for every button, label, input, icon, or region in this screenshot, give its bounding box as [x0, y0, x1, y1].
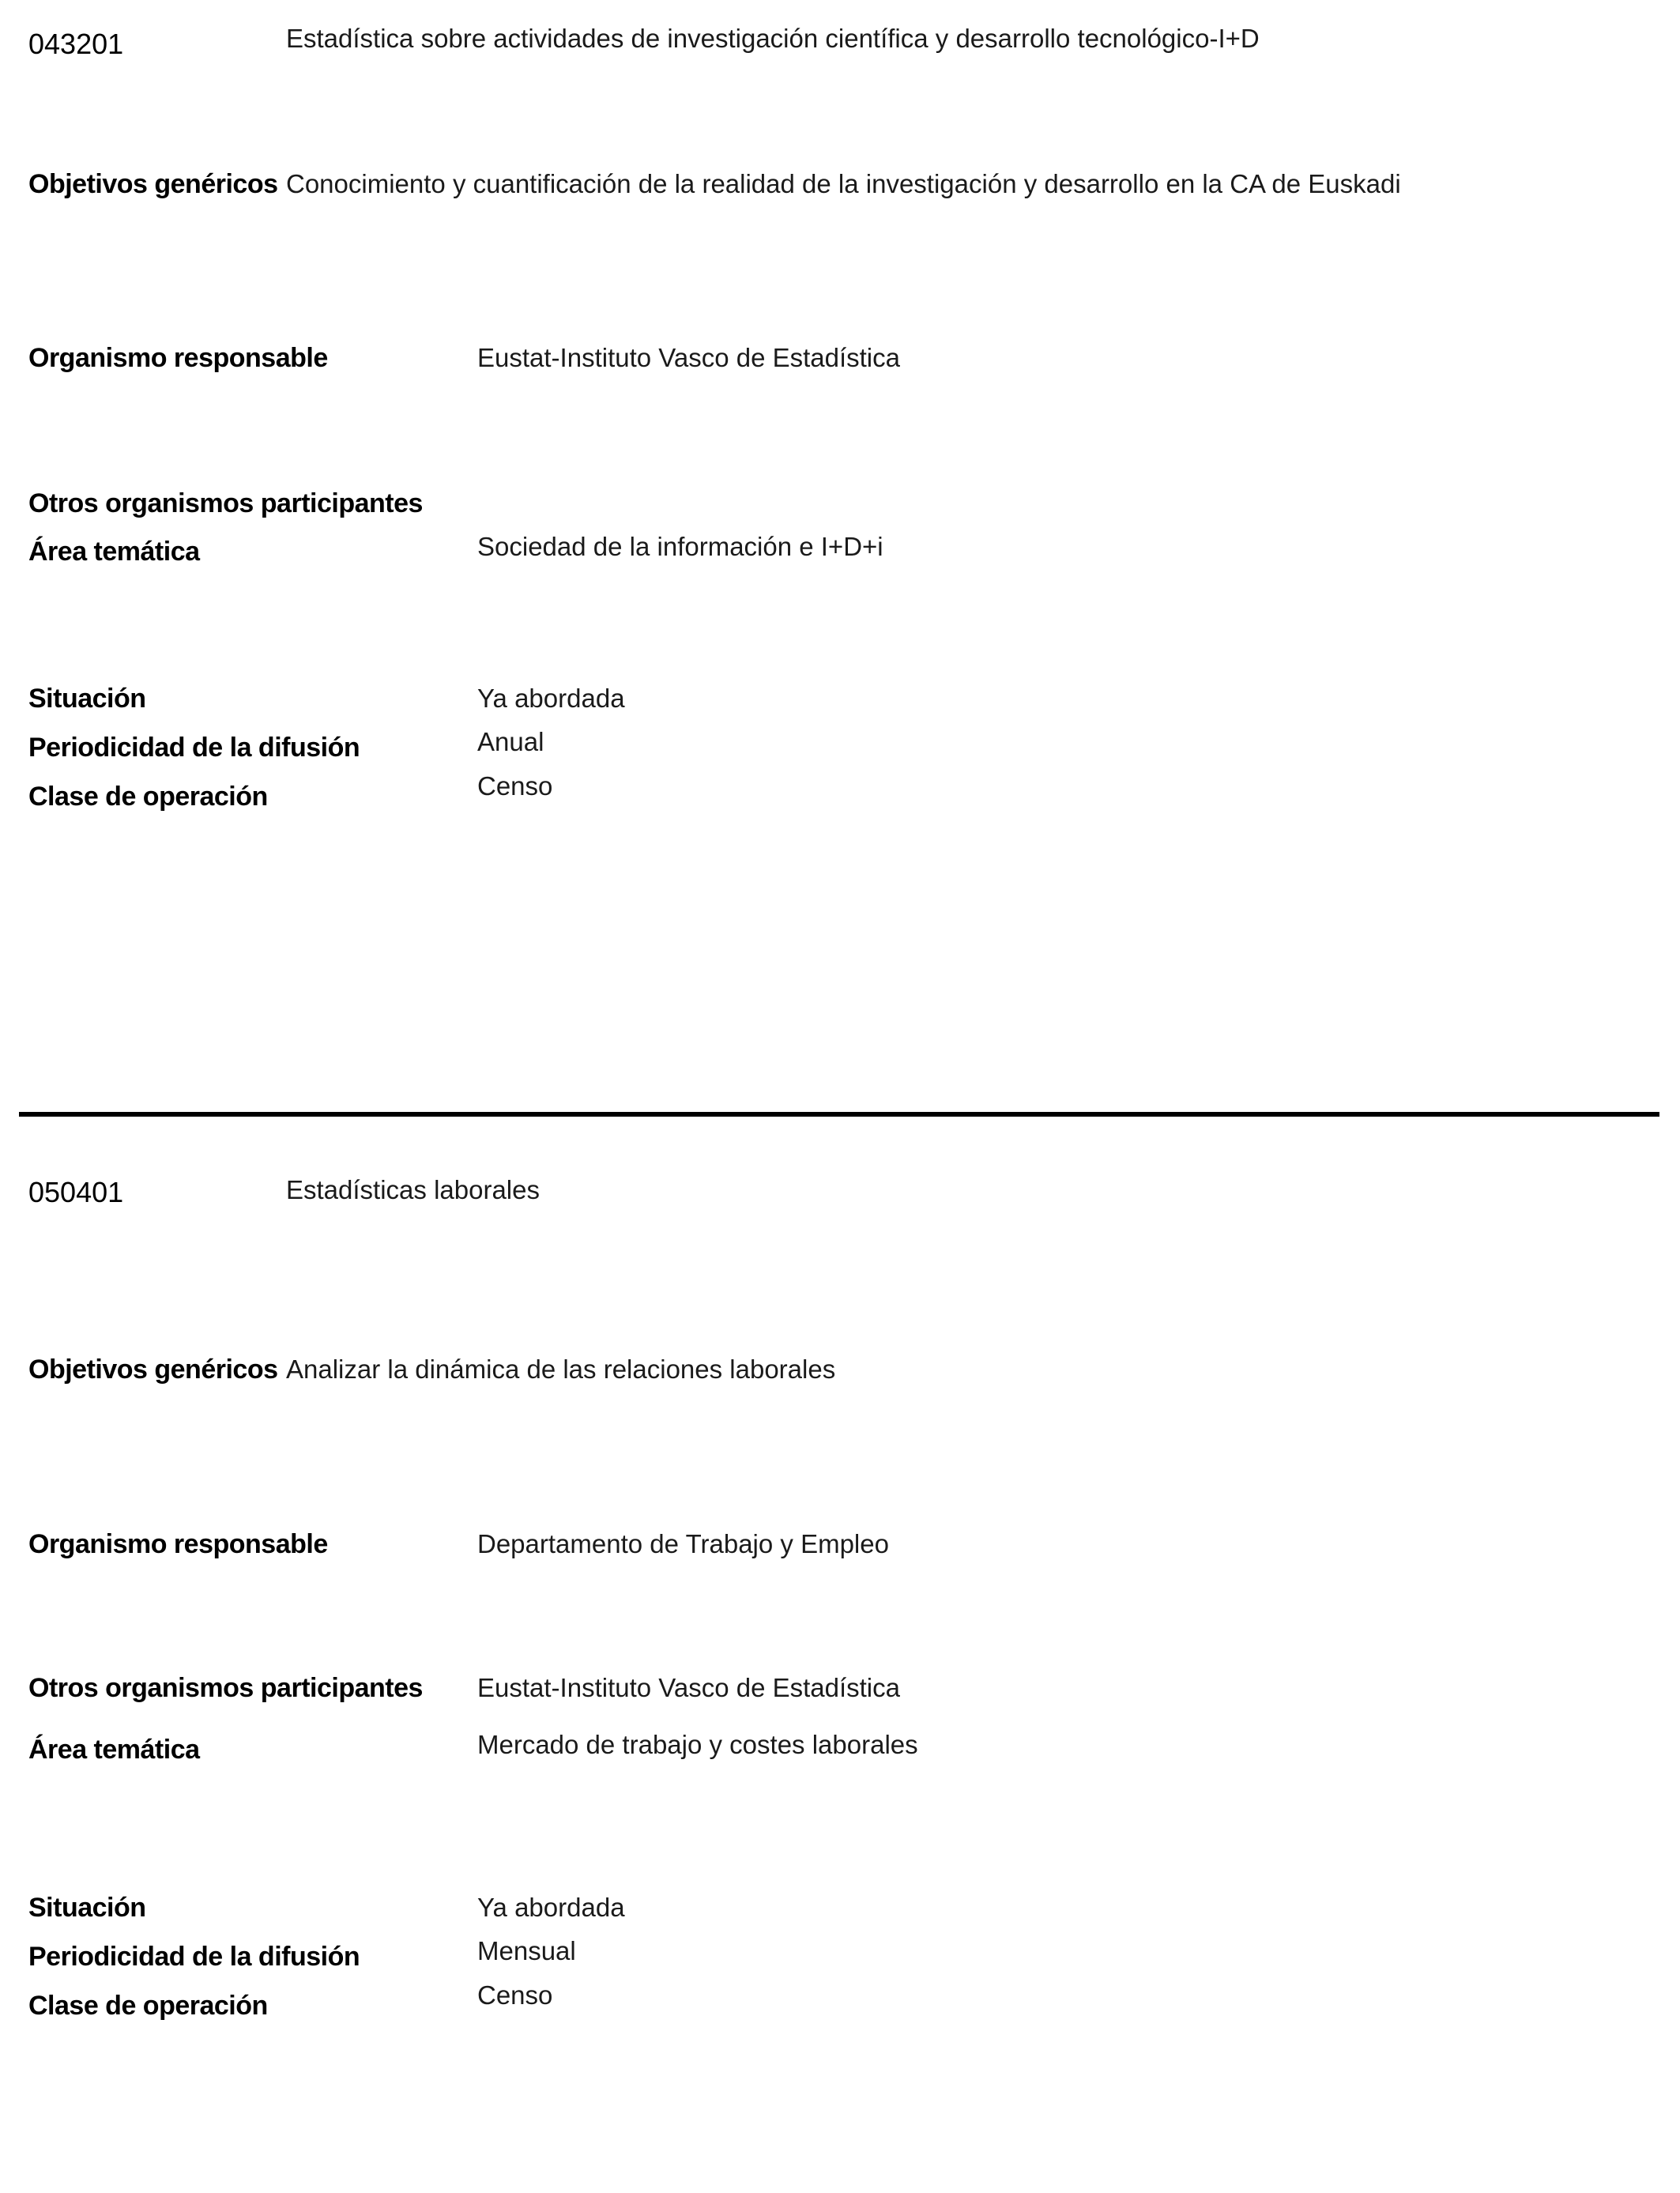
objetivos-value: Analizar la dinámica de las relaciones laborales [286, 1355, 836, 1384]
record-title: Estadísticas laborales [286, 1175, 540, 1204]
organismo-label: Organismo responsable [28, 1529, 328, 1559]
clase-label: Clase de operación [28, 1991, 268, 2021]
area-label: Área temática [28, 1735, 200, 1765]
situacion-value: Ya abordada [477, 684, 625, 713]
periodicidad-label: Periodicidad de la difusión [28, 1942, 360, 1972]
periodicidad-value: Mensual [477, 1936, 576, 1965]
objetivos-label: Objetivos genéricos [28, 1355, 278, 1385]
clase-value: Censo [477, 1980, 553, 2010]
record-code: 050401 [28, 1176, 124, 1208]
record-code: 043201 [28, 28, 124, 60]
periodicidad-value: Anual [477, 727, 544, 756]
record-title: Estadística sobre actividades de investigación científica y desarrollo tecnológico-I+D [286, 24, 1260, 53]
otros-label: Otros organismos participantes [28, 1673, 423, 1703]
area-label: Área temática [28, 537, 200, 567]
section-divider [19, 1112, 1659, 1117]
area-value: Sociedad de la información e I+D+i [477, 532, 883, 561]
clase-value: Censo [477, 771, 553, 801]
organismo-value: Eustat-Instituto Vasco de Estadística [477, 343, 900, 372]
area-value: Mercado de trabajo y costes laborales [477, 1730, 918, 1759]
situacion-label: Situación [28, 684, 146, 714]
situacion-label: Situación [28, 1893, 146, 1923]
situacion-value: Ya abordada [477, 1893, 625, 1922]
objetivos-label: Objetivos genéricos [28, 169, 278, 199]
otros-value: Eustat-Instituto Vasco de Estadística [477, 1673, 900, 1702]
clase-label: Clase de operación [28, 782, 268, 812]
organismo-label: Organismo responsable [28, 343, 328, 373]
periodicidad-label: Periodicidad de la difusión [28, 733, 360, 763]
objetivos-value: Conocimiento y cuantificación de la realidad de la investigación y desarrollo en la CA de Euskadi [286, 169, 1401, 198]
otros-label: Otros organismos participantes [28, 488, 423, 518]
organismo-value: Departamento de Trabajo y Empleo [477, 1529, 889, 1558]
